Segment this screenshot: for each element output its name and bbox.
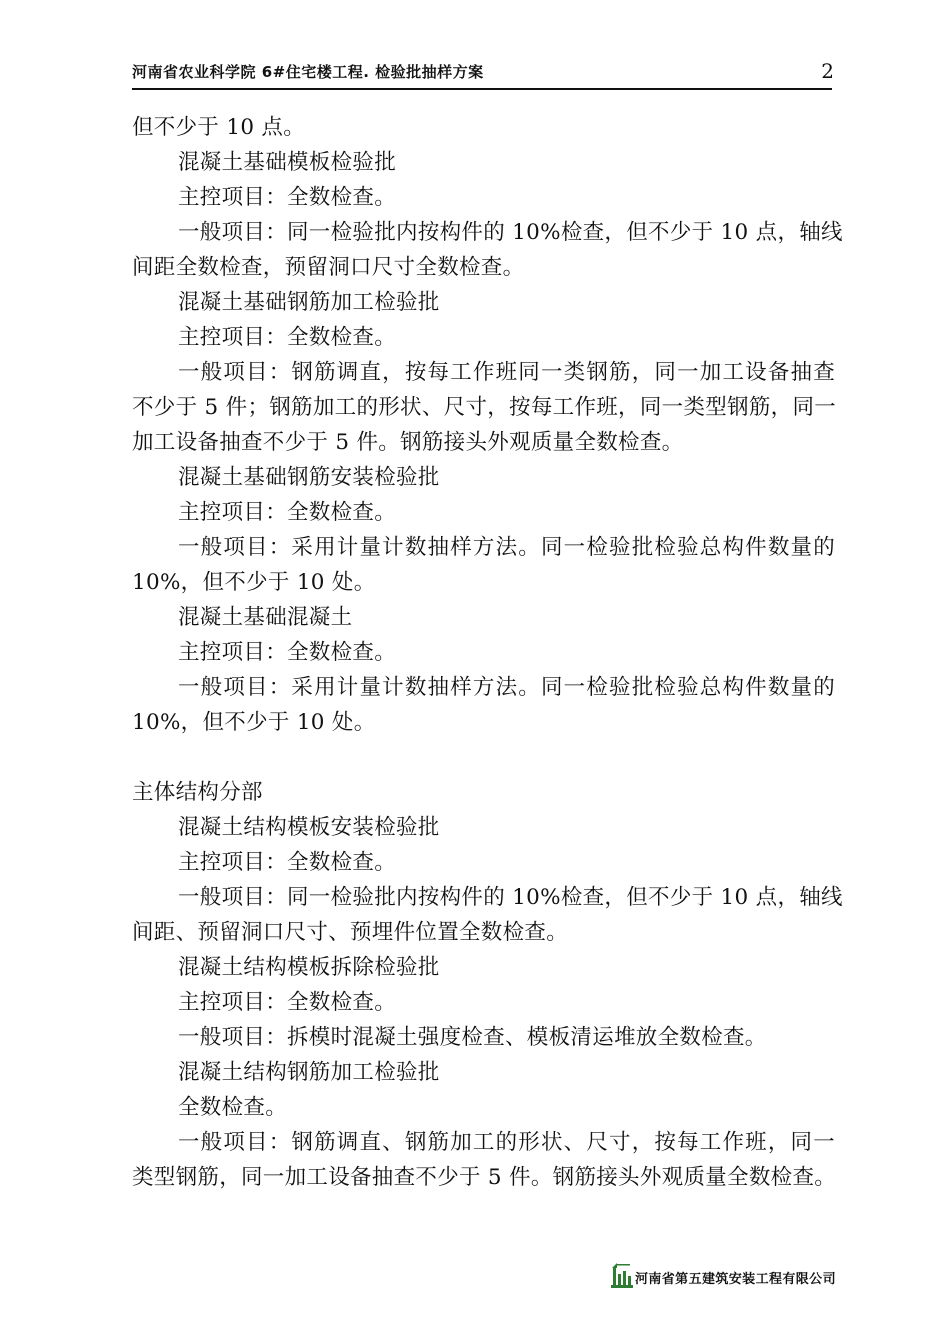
page-header [132,58,832,90]
text-line: 一般项目：拆模时混凝土强度检查、模板清运堆放全数检查。 [178,1025,767,1050]
text-line: 10%，但不少于 10 处。 [132,570,376,595]
text-line: 主控项目：全数检查。 [178,185,397,210]
text-line: 一般项目：采用计量计数抽样方法。同一检验批检验总构件数量的 [178,675,835,700]
text-line: 主控项目：全数检查。 [178,325,397,350]
text-line: 不少于 5 件；钢筋加工的形状、尺寸，按每工作班，同一类型钢筋，同一 [132,395,837,420]
text-line: 主控项目：全数检查。 [178,850,397,875]
section-heading: 混凝土基础钢筋加工检验批 [178,290,440,315]
text-line: 全数检查。 [178,1095,288,1120]
spacer [132,740,835,775]
text-line: 主控项目：全数检查。 [178,640,397,665]
text-line: 加工设备抽查不少于 5 件。钢筋接头外观质量全数检查。 [132,430,684,455]
text-line: 一般项目：钢筋调直，按每工作班同一类钢筋，同一加工设备抽查 [178,360,835,385]
part-heading: 主体结构分部 [132,780,263,805]
text-line: 一般项目：采用计量计数抽样方法。同一检验批检验总构件数量的 [178,535,835,560]
text-line: 类型钢筋，同一加工设备抽查不少于 5 件。钢筋接头外观质量全数检查。 [132,1165,837,1190]
section-heading: 混凝土基础钢筋安装检验批 [178,465,440,490]
text-line: 10%，但不少于 10 处。 [132,710,376,735]
document-title: 河南省农业科学院 6#住宅楼工程. 检验批抽样方案 [132,63,484,81]
text-line: 间距、预留洞口尺寸、预埋件位置全数检查。 [132,920,569,945]
text-line: 但不少于 10 点。 [132,115,306,140]
page-footer [611,1262,836,1288]
text-line: 一般项目：同一检验批内按构件的 10%检查，但不少于 10 点，轴线 [178,220,843,245]
document-body [132,110,843,1195]
company-name: 河南省第五建筑安装工程有限公司 [634,1272,836,1287]
section-heading: 混凝土基础模板检验批 [178,150,397,175]
company-logo-icon [611,1262,633,1288]
page-number: 2 [821,59,834,83]
text-line: 间距全数检查，预留洞口尺寸全数检查。 [132,255,525,280]
text-line: 一般项目：同一检验批内按构件的 10%检查，但不少于 10 点，轴线 [178,885,843,910]
text-line: 主控项目：全数检查。 [178,500,397,525]
text-line: 一般项目：钢筋调直、钢筋加工的形状、尺寸，按每工作班，同一 [178,1130,835,1155]
section-heading: 混凝土基础混凝土 [178,605,353,630]
section-heading: 混凝土结构模板拆除检验批 [178,955,440,980]
section-heading: 混凝土结构模板安装检验批 [178,815,440,840]
text-line: 主控项目：全数检查。 [178,990,397,1015]
section-heading: 混凝土结构钢筋加工检验批 [178,1060,440,1085]
